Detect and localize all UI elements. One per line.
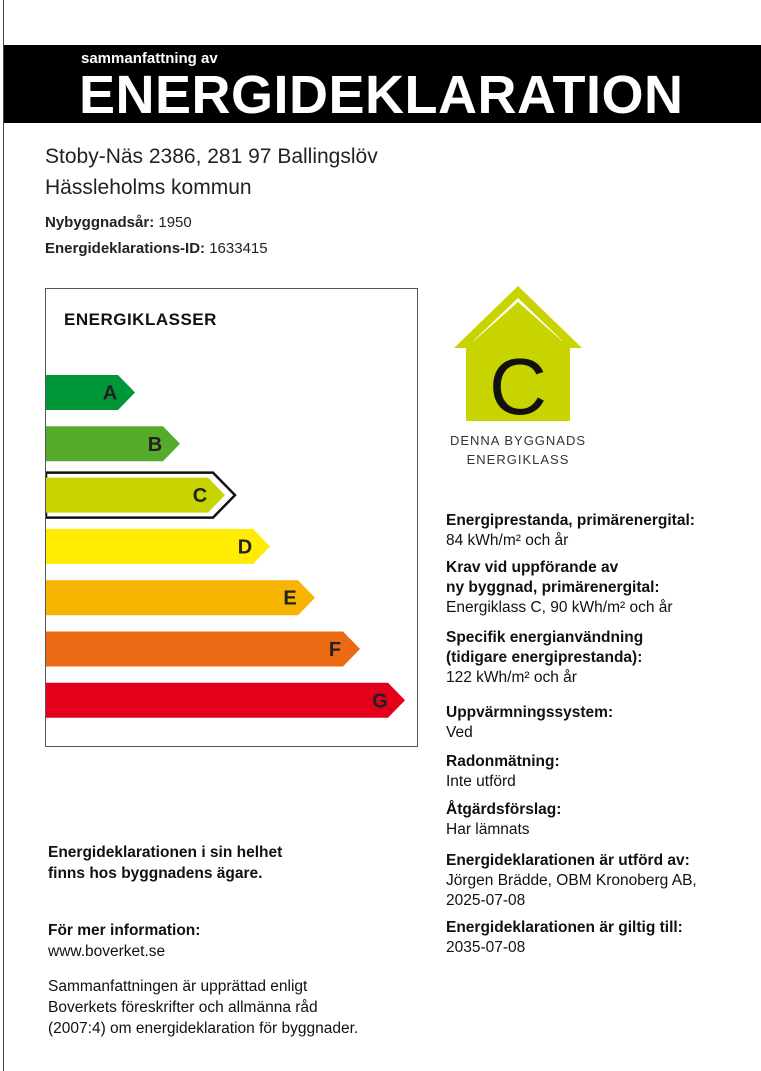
- specific-use-label-2: (tidigare energiprestanda):: [446, 649, 643, 666]
- energy-class-e-arrow: [46, 580, 315, 615]
- energy-performance-value: 84 kWh/m² och år: [446, 532, 569, 549]
- header-subtitle: sammanfattning av: [81, 50, 218, 67]
- requirement-value: Energiklass C, 90 kWh/m² och år: [446, 599, 673, 616]
- heating-label: Uppvärmningssystem:: [446, 704, 614, 721]
- energy-performance-block: [446, 511, 756, 551]
- requirement-label-2: ny byggnad, primärenergital:: [446, 579, 660, 596]
- legal-note: [48, 976, 428, 1039]
- measures-block: [446, 800, 756, 840]
- valid-until-block: [446, 918, 756, 958]
- energy-class-f-arrow: [46, 632, 360, 667]
- declaration-id-row: [45, 240, 268, 257]
- radon-value: Inte utförd: [446, 773, 516, 790]
- requirement-label-1: Krav vid uppförande av: [446, 559, 619, 576]
- valid-until-value: 2035-07-08: [446, 939, 526, 956]
- energy-class-d-label: D: [237, 536, 253, 559]
- specific-use-label-1: Specifik energianvändning: [446, 629, 644, 646]
- boverket-link[interactable]: www.boverket.se: [48, 943, 166, 960]
- energy-class-e-label: E: [283, 587, 297, 610]
- energy-class-arrows: [46, 289, 419, 748]
- energy-class-d-arrow: [46, 529, 270, 564]
- build-year-row: [45, 214, 192, 231]
- energy-class-b-label: B: [147, 433, 163, 456]
- energy-class-c-arrow: [46, 473, 235, 518]
- header-banner: [4, 45, 761, 123]
- performed-by-value-2: 2025-07-08: [446, 892, 526, 909]
- energy-class-a-label: A: [102, 382, 118, 405]
- legal-note-line-3: (2007:4) om energideklaration för byggnader.: [48, 1020, 359, 1037]
- energy-class-f-label: F: [328, 639, 342, 661]
- energy-class-scale: [45, 288, 418, 747]
- specific-use-block: [446, 628, 756, 688]
- declaration-id-label: Energideklarations-ID:: [45, 240, 206, 257]
- valid-until-label: Energideklarationen är giltig till:: [446, 919, 683, 936]
- energy-class-b-arrow: [46, 426, 180, 461]
- energy-class-a-arrow: [46, 375, 135, 410]
- requirement-block: [446, 558, 756, 618]
- measures-value: Har lämnats: [446, 821, 530, 838]
- radon-label: Radonmätning:: [446, 753, 560, 770]
- radon-block: [446, 752, 756, 792]
- heating-value: Ved: [446, 724, 473, 741]
- header-title: ENERGIDEKLARATION: [79, 65, 684, 125]
- more-info-label: För mer information:: [48, 922, 201, 939]
- legal-note-line-2: Boverkets föreskrifter och allmänna råd: [48, 999, 318, 1016]
- house-class-badge-icon: [446, 284, 590, 424]
- page-border: [3, 0, 4, 1071]
- property-address: Stoby-Näs 2386, 281 97 Ballingslöv: [45, 145, 378, 168]
- owner-note: [48, 842, 428, 884]
- declaration-id-value: 1633415: [209, 240, 268, 257]
- build-year-label: Nybyggnadsår:: [45, 214, 155, 231]
- specific-use-value: 122 kWh/m² och år: [446, 669, 577, 686]
- property-municipality: Hässleholms kommun: [45, 176, 252, 199]
- energy-class-g-arrow: [46, 683, 405, 718]
- svg-text:C: C: [489, 342, 547, 424]
- performed-by-label: Energideklarationen är utförd av:: [446, 852, 690, 869]
- measures-label: Åtgärdsförslag:: [446, 801, 562, 818]
- more-info: [48, 920, 428, 962]
- energy-class-title: ENERGIKLASSER: [64, 310, 217, 329]
- performed-by-block: [446, 851, 756, 911]
- heating-block: [446, 703, 756, 743]
- energy-performance-label: Energiprestanda, primärenergital:: [446, 512, 695, 529]
- legal-note-line-1: Sammanfattningen är upprättad enligt: [48, 978, 308, 995]
- owner-note-line-2: finns hos byggnadens ägare.: [48, 865, 263, 882]
- energy-class-c-label: C: [192, 485, 208, 508]
- energy-class-g-label: G: [372, 690, 388, 713]
- owner-note-line-1: Energideklarationen i sin helhet: [48, 844, 283, 861]
- badge-caption-1: DENNA BYGGNADS: [449, 433, 587, 448]
- performed-by-value-1: Jörgen Brädde, OBM Kronoberg AB,: [446, 872, 697, 889]
- badge-caption-2: ENERGIKLASS: [466, 452, 570, 467]
- build-year-value: 1950: [158, 214, 192, 231]
